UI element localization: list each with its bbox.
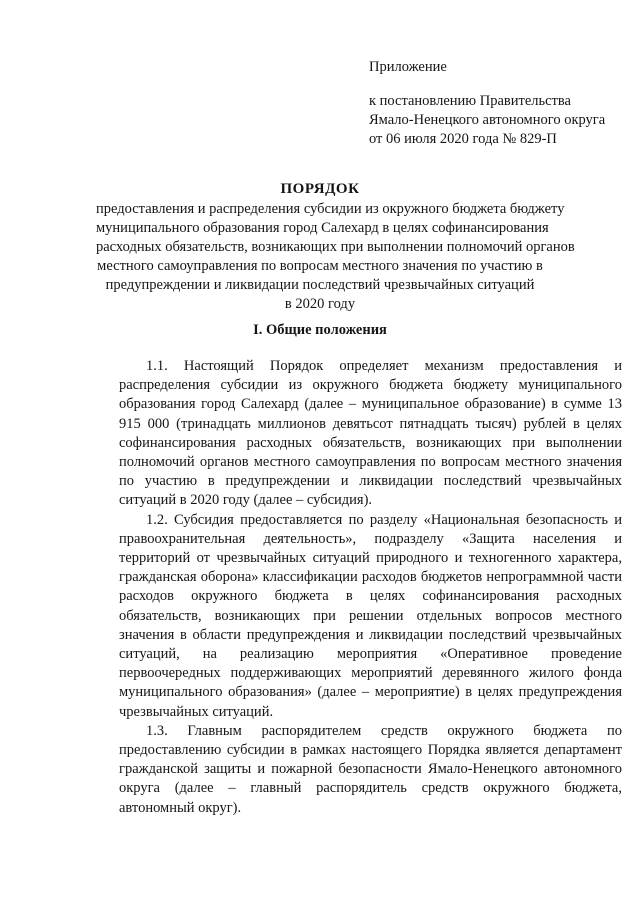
- subtitle-line: расходных обязательств, возникающих при выполнении полномочий органов: [96, 239, 575, 255]
- subtitle-line: в 2020 году: [284, 296, 356, 312]
- attachment-title: Приложение: [369, 59, 447, 75]
- subtitle-line: муниципального образования город Салехард в целях софинансирования: [96, 220, 549, 236]
- paragraph-1-3: 1.3. Главным распорядителем средств окружного бюджета по предоставлению субсидии в рамках настоящего Порядка является департамент гражданской защиты и пожарной безопасности Ямало-Ненецкого автономного округа (далее – главный распорядитель средств окружного бюджета, автономный округ).: [119, 722, 622, 816]
- section-body: [119, 357, 622, 818]
- section-heading: I. Общие положения: [253, 322, 387, 338]
- document-subtitle: [96, 200, 575, 314]
- paragraph-1-2: 1.2. Субсидия предоставляется по разделу «Национальная безопасность и правоохранительная деятельность», подразделу «Защита населения и территорий от чрезвычайных ситуаций природного и техногенного характера, гражданская оборона» классификации расходов бюджетов непрограммной части расходов окружного бюджета в целях софинансирования расходных обязательств, возникающих при решении отдельных вопросов местного значения в области предупреждения и ликвидации последствий чрезвычайных ситуаций, на реализацию мероприятия «Оперативное проведение первоочередных поддерживающих мероприятий деревянного жилого фонда муниципального образования» (далее – мероприятие) в целях предупреждения чрезвычайных ситуаций.: [119, 511, 622, 720]
- subtitle-line: предупреждении и ликвидации последствий чрезвычайных ситуаций: [105, 277, 535, 293]
- subtitle-line: предоставления и распределения субсидии из окружного бюджета бюджету: [96, 201, 565, 217]
- attachment-line: Ямало-Ненецкого автономного округа: [369, 112, 606, 128]
- attachment-line: от 06 июля 2020 года № 829-П: [369, 131, 557, 147]
- subtitle-line: местного самоуправления по вопросам местного значения по участию в: [97, 258, 543, 274]
- document-heading: ПОРЯДОК: [280, 181, 360, 197]
- attachment-line: к постановлению Правительства: [369, 93, 571, 109]
- paragraph-1-1: 1.1. Настоящий Порядок определяет механизм предоставления и распределения субсидии из окружного бюджета бюджету муниципального образования город Салехард (далее – муниципальное образование) в сумме 13 915 000 (тринадцать миллионов девятьсот пятнадцать тысяч) рублей в целях софинансирования расходных обязательств, возникающих при выполнении полномочий органов местного самоуправления по вопросам местного значения по участию в предупреждении и ликвидации последствий чрезвычайных ситуаций в 2020 году (далее – субсидия).: [119, 358, 622, 509]
- attachment-block: [369, 58, 619, 149]
